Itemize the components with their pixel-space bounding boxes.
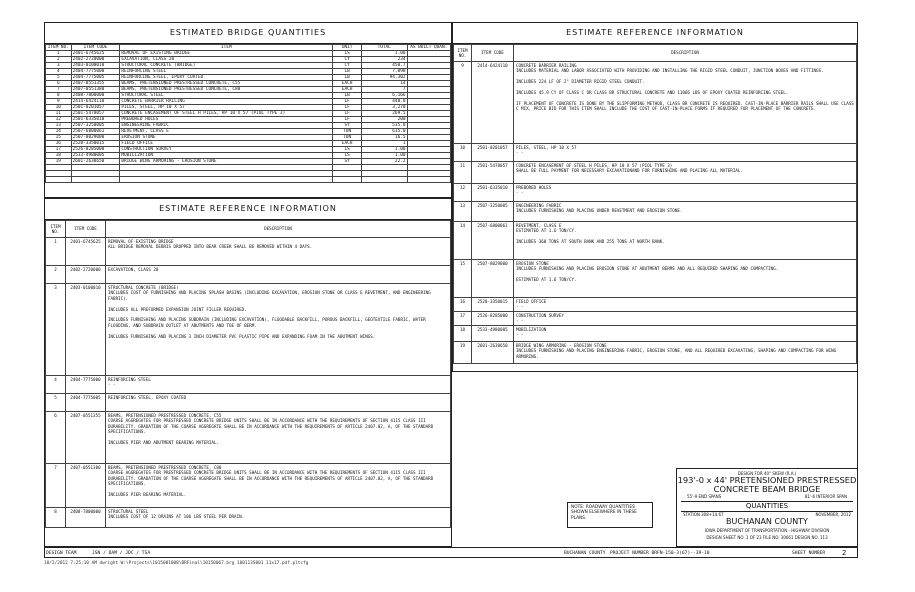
reference-item-name: ENGINEERING FABRIC: [516, 203, 562, 208]
reference-description: [514, 62, 857, 144]
reference-row: [46, 238, 451, 266]
reference-item-no: 2: [46, 266, 66, 284]
quantities-cell: LB: [333, 69, 362, 75]
reference-item-text: - -: [516, 318, 524, 324]
reference-item-name: BEAMS, PRETENSIONED PRESTRESSED CONCRETE, C55: [108, 413, 222, 418]
quantities-cell: LB: [333, 75, 362, 81]
reference-item-name: BEAMS, PRETENSIONED PRESTRESSED CONCRETE, C80: [108, 465, 222, 470]
reference-item-text: INCLUDES FURNISHING AND PLACING ENGINEERING FABRIC, EROSION STONE, AND ALL REQUIRED EXCAVATING, SHAPING AND COMPACTING FOR WING ARMORING.: [516, 348, 839, 359]
quantities-cell: MOBILIZATION: [120, 153, 333, 159]
reference-description: [514, 222, 857, 260]
quantities-cell: 450.7: [361, 63, 407, 69]
quantities-cell: 22.2: [361, 159, 407, 165]
reference-item-text: INCLUDES COST OF FURNISHING AND PLACING SPLASH BASINS (INCLUDING EXCAVATION, EROSION STONE OR CLASS E REVETMENT, AND ENGINEERING FABRIC). INCLUDES ALL PREFORMED EXPANSION JOINT FILLER REQUIRED. INCLUDES FURNISHING AND PLACING SUBDRAIN (INCLUDING EXCAVATION), FLOODABLE BACKFILL, POROUS BACKFILL, GEOTEXTILE FABRIC, WATER FLOODING, AND SUBDRAIN OUTLET AT ABUTMENTS AND TOE OF BERM. INCLUDES FURNISHING AND PLACING 3 INCH DIAMETER PVC PLASTIC PIPE AND EXPANDING FOAM IN THE ABUTMENT WINGS.: [108, 290, 431, 339]
quantities-table: [45, 44, 451, 183]
reference-item-code: 2507-6800061: [472, 222, 514, 260]
quantities-cell: 9: [46, 99, 72, 105]
reference-item-text: INCLUDES MATERIAL AND LABOR ASSOCIATED WITH PROVIDING AND INSTALLING THE RIGID STEEL CONDUIT, JUNCTION BOXES AND FITTINGS. INCLUDES 224 LF OF 2" DIAMETER RIGID STEEL CONDUIT. INCLUDES 45.9 CY OF CLASS C OR CLASS BR STRUCTURAL CONCRETE AND 11066 LBS OF EPOXY COATED REINFORCING STEEL. IF PLACEMENT OF CONCRETE IS DONE BY THE SLIPFORMING METHOD, CLASS BR CONCRETE IS REQUIRED. CAST-IN-PLACE BARRIER RAILS SHALL USE CLASS C MIX. PRICE BID FOR THIS ITEM SHALL INCLUDE THE COST OF CAST-IN-PLACE FORMS IF REQUIRED FOR PLACEMENT OF THE CONCRETE.: [516, 68, 854, 112]
reference-item-no: 11: [454, 162, 472, 184]
quantities-header-cell: ITEM CODE: [71, 45, 120, 51]
reference-description: [514, 184, 857, 202]
quantities-cell: 19: [46, 159, 72, 165]
reference-left-panel: [44, 198, 452, 547]
county-name: BUCHANAN COUNTY: [726, 517, 808, 526]
reference-description: [514, 312, 857, 326]
reference-description: [514, 260, 857, 298]
reference-item-name: CONCRETE BARRIER RAILING: [516, 63, 577, 68]
reference-description: [106, 464, 451, 508]
quantities-cell: LF: [333, 105, 362, 111]
reference-header-cell: ITEM CODE: [66, 221, 106, 238]
reference-header-cell: ITEM NO.: [46, 221, 66, 238]
quantities-cell: PREBORED HOLES: [120, 117, 333, 123]
quantities-header-cell: TOTAL: [361, 45, 407, 51]
reference-row: [454, 260, 857, 298]
reference-header-cell: ITEM NO.: [454, 45, 472, 62]
reference-item-name: BRIDGE WING ARMORING - EROSION STONE: [516, 343, 607, 348]
quantities-cell: LS: [333, 153, 362, 159]
department: IOWA DEPARTMENT OF TRANSPORTATION - HIGHWAY DIVISION: [704, 528, 830, 533]
quantities-cell: EACH: [333, 87, 362, 93]
quantities-cell: 2533-4980005: [71, 153, 120, 159]
reference-row: [454, 342, 857, 364]
quantities-cell: BRIDGE WING ARMORING - EROSION STONE: [120, 159, 333, 165]
quantities-cell: 2407-0551355: [71, 81, 120, 87]
quantities-cell: REVETMENT, CLASS E: [120, 129, 333, 135]
reference-item-code: 2403-0100010: [66, 284, 106, 376]
reference-header-cell: ITEM CODE: [472, 45, 514, 62]
reference-row: [454, 202, 857, 222]
reference-item-name: STRUCTURAL CONCRETE (BRIDGE): [108, 285, 179, 290]
reference-item-text: COARSE AGGREGATES FOR PRESTRESSED CONCRETE BRIDGE UNITS SHALL BE IN ACCORDANCE WITH THE REQUIREMENTS OF SECTION 4115 CLASS III DURABILITY. GRADATION OF THE COARSE AGGREGATE SHALL BE IN ACCORDANCE WITH THE REQUIREMENTS OF ARTICLE 2407.02, A, OF THE STANDARD SPECIFICATIONS. INCLUDES PIER BEARING MATERIAL.: [108, 470, 434, 498]
reference-item-code: 2404-7775005: [66, 394, 106, 412]
quantities-cell: LB: [333, 93, 362, 99]
quantities-cell: EROSION STONE: [120, 135, 333, 141]
reference-item-code: 2408-7800000: [66, 508, 106, 528]
reference-item-text: - -: [516, 332, 524, 338]
quantities-cell: LS: [333, 147, 362, 153]
sheet-subject: QUANTITIES: [681, 501, 853, 512]
quantities-cell: 2403-0100010: [71, 63, 120, 69]
reference-row: [454, 62, 857, 144]
reference-description: [106, 284, 451, 376]
quantities-cell: 2601-2638650: [71, 159, 120, 165]
quantities-cell: LF: [333, 117, 362, 123]
reference-header-cell: DESCRIPTION: [514, 45, 857, 62]
quantities-cell: 3: [46, 63, 72, 69]
quantities-cell: 2414-6424110: [71, 99, 120, 105]
reference-item-no: 13: [454, 202, 472, 222]
interior-span: 81'-6 INTERIOR SPAN: [804, 494, 847, 499]
reference-item-code: 2407-0551380: [66, 464, 106, 508]
quantities-cell: 8: [46, 93, 72, 99]
roadway-note: NOTE: ROADWAY QUANTITIES SHOWN ELSEWHERE IN THESE PLANS.: [567, 502, 653, 528]
reference-item-name: PILES, STEEL, HP 10 X 57: [516, 145, 577, 150]
reference-item-code: 2501-6335010: [472, 184, 514, 202]
reference-item-no: 8: [46, 508, 66, 528]
design-team-label: DESIGN TEAM: [46, 551, 77, 556]
quantities-cell: TON: [333, 135, 362, 141]
quantities-cell: CY: [333, 63, 362, 69]
sheet-info: DESIGN SHEET NO. 1 OF 23 FILE NO. 30661 DESIGN NO. 113: [706, 535, 828, 540]
quantities-cell: 2526-8285000: [71, 147, 120, 153]
quantities-cell: 11: [46, 111, 72, 117]
quantities-cell: 6: [46, 81, 72, 87]
reference-item-text: - -: [516, 190, 524, 196]
reference-item-no: 17: [454, 312, 472, 326]
project-number: PROJECT NUMBER BRFN-150-3(67)--39-10: [610, 551, 710, 556]
quantities-empty-cell: [71, 177, 120, 183]
quantities-cell: 17: [46, 147, 72, 153]
reference-item-code: 2520-3350015: [472, 298, 514, 312]
quantities-cell: 2401-6745625: [71, 51, 120, 57]
quantities-cell: REINFORCING STEEL: [120, 69, 333, 75]
quantities-cell: LF: [333, 111, 362, 117]
quantities-cell: 535.0: [361, 123, 407, 129]
quantities-cell: 4: [46, 69, 72, 75]
reference-description: [106, 266, 451, 284]
reference-item-name: REINFORCING STEEL, EPOXY COATED: [108, 395, 187, 400]
quantities-cell: BEAMS, PRETENSIONED PRESTRESSED CONCRETE, C55: [120, 81, 333, 87]
reference-item-code: 2401-6745625: [66, 238, 106, 266]
reference-item-text: SHALL BE FULL PAYMENT FOR NECESSARY EXCAVATIONAND FOR FURNISHING AND PLACING ALL MATERIAL.: [516, 168, 743, 174]
reference-right-panel: [452, 22, 858, 372]
reference-description: [106, 238, 451, 266]
quantities-cell: ENGINEERING FABRIC: [120, 123, 333, 129]
quantities-cell: 10: [46, 105, 72, 111]
quantities-cell: 440.0: [361, 99, 407, 105]
reference-item-no: 16: [454, 298, 472, 312]
reference-description: [514, 326, 857, 342]
reference-item-code: 2404-7775000: [66, 376, 106, 394]
reference-row: [454, 222, 857, 260]
reference-description: [106, 376, 451, 394]
reference-row: [454, 312, 857, 326]
design-team-names: JSN / DAM / JDC / TSA: [92, 551, 151, 556]
reference-row: [454, 144, 857, 162]
reference-item-no: 18: [454, 326, 472, 342]
quantities-empty-row: [46, 177, 451, 183]
quantities-cell: CONCRETE BARRIER RAILING: [120, 99, 333, 105]
reference-description: [106, 508, 451, 528]
quantities-cell: 2507-8029000: [71, 135, 120, 141]
reference-item-no: 4: [46, 376, 66, 394]
quantities-cell: 200: [361, 117, 407, 123]
reference-item-no: 12: [454, 184, 472, 202]
quantities-cell: LF: [333, 99, 362, 105]
quantities-cell: TON: [333, 129, 362, 135]
end-spans: 55'-9 END SPANS: [687, 494, 722, 499]
quantities-header-cell: UNIT: [333, 45, 362, 51]
reference-row: [46, 464, 451, 508]
reference-item-name: CONCRETE ENCASEMENT OF STEEL H PILES, HP 10 X 57 (PIOL TYPE 3): [516, 163, 673, 168]
reference-item-text: ALL BRIDGE REMOVAL DEBRIS DROPPED INTO BEAR CREEK SHALL BE REMOVED WITHIN 4 DAYS.: [108, 244, 313, 250]
reference-item-text: INCLUDES COST OF 12 DRAINS AT 106 LBS STEEL PER DRAIN.: [108, 514, 245, 520]
date: NOVEMBER, 2012: [815, 512, 851, 517]
quantities-cell: 2501-5478057: [71, 111, 120, 117]
quantities-cell: BEAMS, PRETENSIONED PRESTRESSED CONCRETE, C80: [120, 87, 333, 93]
quantities-empty-cell: [407, 177, 451, 183]
reference-item-no: 6: [46, 412, 66, 464]
reference-description: [514, 162, 857, 184]
quantities-cell: FIELD OFFICE: [120, 141, 333, 147]
reference-item-text: INCLUDES FURNISHING AND PLACING UNDER REVETMENT AND EROSION STONE.: [516, 208, 683, 214]
reference-row: [454, 184, 857, 202]
design-for: DESIGN FOR 40° SKEW (R.A.): [737, 471, 797, 476]
reference-left-title: ESTIMATE REFERENCE INFORMATION: [45, 199, 451, 220]
quantities-cell: 2520-3350015: [71, 141, 120, 147]
reference-description: [514, 298, 857, 312]
quantities-cell: REMOVAL OF EXISTING BRIDGE: [120, 51, 333, 57]
quantities-cell: 3,270: [361, 105, 407, 111]
quantities-cell: 7: [361, 87, 407, 93]
reference-row: [46, 284, 451, 376]
quantities-cell: 94,302: [361, 75, 407, 81]
quantities-cell: PILES, STEEL, HP 10 X 57: [120, 105, 333, 111]
quantities-cell: LS: [333, 51, 362, 57]
reference-item-code: 2407-0551355: [66, 412, 106, 464]
reference-item-code: 2526-8285000: [472, 312, 514, 326]
quantities-header-cell: ITEM NO.: [46, 45, 72, 51]
quantities-cell: 18: [46, 153, 72, 159]
quantities-empty-cell: [46, 177, 72, 183]
quantities-cell: EACH: [333, 81, 362, 87]
quantities-cell: 2402-2720000: [71, 57, 120, 63]
reference-header-cell: DESCRIPTION: [106, 221, 451, 238]
quantities-title: ESTIMATED BRIDGE QUANTITIES: [45, 23, 451, 44]
plot-stamp: 10/2/2012 7:25:10 AM dwright W:\Projects\1015001008\BRFinal\10150067.brg 100113S001 11x17.pdf.pltcfg: [44, 561, 309, 566]
reference-item-name: PREBORED HOLES: [516, 185, 552, 190]
reference-description: [514, 144, 857, 162]
sheet-number: 2: [842, 549, 847, 557]
quantities-cell: CONCRETE ENCASEMENT OF STEEL H PILES, HP 10 X 57 (PIOL TYPE 3): [120, 111, 333, 117]
reference-row: [46, 412, 451, 464]
reference-item-code: 2507-8029000: [472, 260, 514, 298]
reference-item-code: 2501-0201057: [472, 144, 514, 162]
reference-row: [454, 326, 857, 342]
reference-item-name: STRUCTURAL STEEL: [108, 509, 149, 514]
quantities-cell: 2501-0201057: [71, 105, 120, 111]
quantities-cell: 269.5: [361, 111, 407, 117]
quantities-cell: CY: [333, 57, 362, 63]
quantities-cell: 7: [46, 87, 72, 93]
reference-item-code: 2507-3250005: [472, 202, 514, 222]
reference-item-name: EXCAVATION, CLASS 20: [108, 267, 159, 272]
quantities-cell: 615.0: [361, 129, 407, 135]
reference-item-code: 2402-2720000: [66, 266, 106, 284]
bridge-title-line2: CONCRETE BEAM BRIDGE: [713, 484, 821, 494]
footer-bar: [44, 547, 858, 559]
reference-item-text: ESTIMATED AT 1.6 TON/CY. INCLUDES 360 TONS AT SOUTH BANK AND 255 TONS AT NORTH BANK.: [516, 228, 665, 245]
reference-item-code: 2501-5478057: [472, 162, 514, 184]
reference-item-text: COARSE AGGREGATES FOR PRESTRESSED CONCRETE BRIDGE UNITS SHALL BE IN ACCORDANCE WITH THE REQUIREMENTS OF SECTION 4115 CLASS III DURABILITY. GRADATION OF THE COARSE AGGREGATE SHALL BE IN ACCORDANCE WITH THE REQUIREMENTS OF ARTICLE 2407.02, A, OF THE STANDARD SPECIFICATIONS. INCLUDES PIER AND ABUTMENT BEARING MATERIAL.: [108, 418, 434, 446]
quantities-header-cell: ITEM: [120, 45, 333, 51]
quantities-cell: 2404-7775000: [71, 69, 120, 75]
quantities-cell: 6,166: [361, 93, 407, 99]
reference-item-name: REVETMENT, CLASS E: [516, 223, 562, 228]
quantities-cell: 1: [361, 141, 407, 147]
quantities-cell: 13: [46, 123, 72, 129]
quantities-cell: 1.00: [361, 147, 407, 153]
quantities-cell: 15: [46, 135, 72, 141]
reference-item-code: 2414-6424110: [472, 62, 514, 144]
quantities-cell: 14: [46, 129, 72, 135]
reference-item-no: 10: [454, 144, 472, 162]
reference-row: [454, 162, 857, 184]
quantities-cell: 7,898: [361, 69, 407, 75]
quantities-cell: SY: [333, 159, 362, 165]
reference-item-text: - -: [516, 150, 524, 156]
reference-item-name: REINFORCING STEEL: [108, 377, 151, 382]
quantities-empty-cell: [361, 177, 407, 183]
quantities-cell: 234: [361, 57, 407, 63]
reference-item-no: 15: [454, 260, 472, 298]
quantities-panel: [44, 22, 452, 198]
quantities-cell: 16.5: [361, 135, 407, 141]
reference-item-name: REMOVAL OF EXISTING BRIDGE: [108, 239, 174, 244]
reference-item-name: FIELD OFFICE: [516, 299, 547, 304]
reference-left-table: [45, 220, 451, 528]
quantities-cell: 2407-0551380: [71, 87, 120, 93]
quantities-cell: 1.00: [361, 51, 407, 57]
quantities-cell: STRUCTURAL CONCRETE (BRIDGE): [120, 63, 333, 69]
reference-row: [46, 394, 451, 412]
footer-county: BUCHANAN COUNTY: [564, 551, 606, 556]
quantities-cell: 2: [46, 57, 72, 63]
reference-row: [454, 298, 857, 312]
reference-row: [46, 376, 451, 394]
quantities-cell: CONSTRUCTION SURVEY: [120, 147, 333, 153]
reference-row: [46, 266, 451, 284]
reference-item-text: - -: [516, 304, 524, 310]
reference-description: [106, 394, 451, 412]
title-block: [676, 468, 858, 547]
reference-item-name: MOBILIZATION: [516, 327, 547, 332]
reference-item-text: - -: [108, 382, 116, 388]
quantities-cell: STRUCTURAL STEEL: [120, 93, 333, 99]
quantities-cell: SY: [333, 123, 362, 129]
quantities-cell: EXCAVATION, CLASS 20: [120, 57, 333, 63]
reference-row: [46, 508, 451, 528]
quantities-cell: 2501-6335010: [71, 117, 120, 123]
reference-description: [106, 412, 451, 464]
quantities-empty-cell: [333, 177, 362, 183]
quantities-cell: 12: [46, 117, 72, 123]
reference-item-no: 9: [454, 62, 472, 144]
quantities-cell: 2404-7775005: [71, 75, 120, 81]
sheet-number-label: SHEET NUMBER: [792, 551, 826, 556]
reference-item-name: CONSTRUCTION SURVEY: [516, 313, 564, 318]
reference-item-no: 5: [46, 394, 66, 412]
quantities-cell: 16: [46, 141, 72, 147]
reference-item-no: 1: [46, 238, 66, 266]
quantities-cell: 2507-6800061: [71, 129, 120, 135]
reference-item-name: EROSION STONE: [516, 261, 549, 266]
reference-item-no: 19: [454, 342, 472, 364]
reference-item-no: 7: [46, 464, 66, 508]
quantities-empty-cell: [120, 177, 333, 183]
quantities-cell: 2507-3250005: [71, 123, 120, 129]
reference-item-no: 3: [46, 284, 66, 376]
quantities-cell: 5: [46, 75, 72, 81]
quantities-cell: 1.00: [361, 153, 407, 159]
reference-right-table: [453, 44, 857, 364]
reference-right-title: ESTIMATE REFERENCE INFORMATION: [453, 23, 857, 44]
reference-description: [514, 202, 857, 222]
reference-item-code: 2601-2638650: [472, 342, 514, 364]
reference-item-text: INCLUDES FURNISHING AND PLACING EROSION STONE AT ABUTMENT BERMS AND ALL REQUIRED SHAPING AND COMPACTING. ESTIMATED AT 1.6 TON/CY.: [516, 266, 779, 283]
quantities-cell: 2408-7800000: [71, 93, 120, 99]
quantities-cell: REINFORCING STEEL, EPOXY COATED: [120, 75, 333, 81]
reference-description: [514, 342, 857, 364]
station: STATION 308+14.67: [683, 512, 724, 517]
quantities-cell: EACH: [333, 141, 362, 147]
bridge-title-line1: 193'-0 x 44' PRETENSIONED PRESTRESSED: [677, 475, 857, 485]
quantities-header-cell: AS BUILT QUAN.: [407, 45, 451, 51]
quantities-cell: 1: [46, 51, 72, 57]
quantities-cell: 14: [361, 81, 407, 87]
reference-item-code: 2533-4980005: [472, 326, 514, 342]
reference-item-no: 14: [454, 222, 472, 260]
